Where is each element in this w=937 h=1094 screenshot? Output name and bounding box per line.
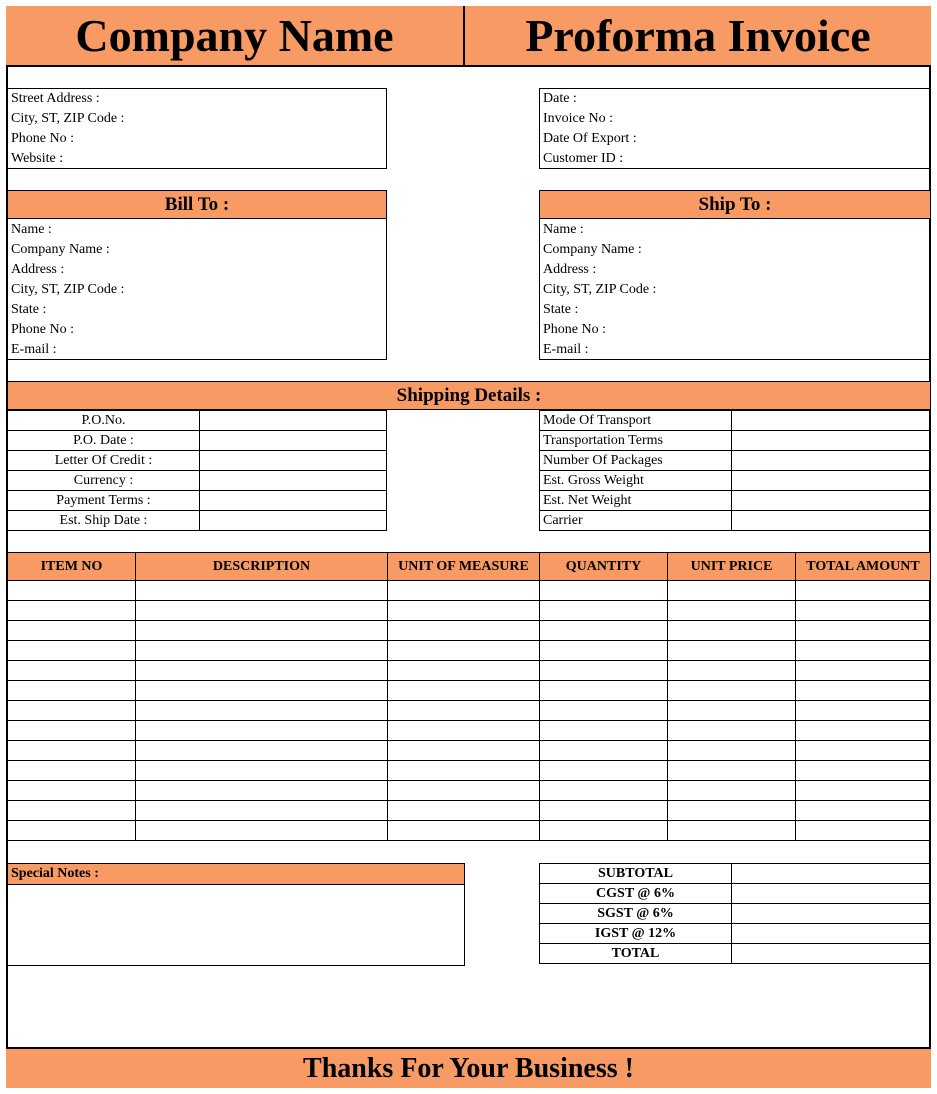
item-cell[interactable] [388, 661, 540, 681]
item-cell[interactable] [136, 821, 388, 841]
shipping-value[interactable] [200, 471, 387, 491]
company-name: Company Name [75, 10, 394, 61]
item-cell[interactable] [540, 581, 668, 601]
item-cell[interactable] [136, 701, 388, 721]
column-header-unit: UNIT OF MEASURE [388, 553, 540, 581]
item-cell[interactable] [136, 581, 388, 601]
item-cell[interactable] [8, 821, 136, 841]
shipping-left-table [7, 410, 387, 531]
item-cell[interactable] [668, 681, 796, 701]
ship-to-field: Name : [543, 222, 584, 237]
item-cell[interactable] [668, 581, 796, 601]
ship-to-field: Company Name : [543, 242, 642, 257]
sgst-label: SGST @ 6% [540, 904, 732, 924]
table-row [540, 864, 931, 884]
item-cell[interactable] [388, 741, 540, 761]
item-cell[interactable] [8, 601, 136, 621]
item-cell[interactable] [8, 621, 136, 641]
special-notes-label: Special Notes : [11, 866, 99, 881]
item-cell[interactable] [136, 761, 388, 781]
shipping-label: Payment Terms : [8, 491, 200, 511]
shipping-label: P.O. Date : [8, 431, 200, 451]
item-cell[interactable] [136, 661, 388, 681]
bill-to-field: Company Name : [11, 242, 110, 257]
table-row [8, 781, 931, 801]
item-cell[interactable] [8, 581, 136, 601]
item-cell[interactable] [796, 601, 931, 621]
bill-to-field: Name : [11, 222, 52, 237]
bill-to-field: City, ST, ZIP Code : [11, 282, 125, 297]
table-row [8, 801, 931, 821]
shipping-value[interactable] [732, 491, 931, 511]
sender-phone: Phone No : [11, 131, 74, 146]
item-cell[interactable] [388, 681, 540, 701]
items-header-row [8, 553, 931, 581]
item-cell[interactable] [136, 621, 388, 641]
shipping-value[interactable] [732, 511, 931, 531]
sender-website: Website : [11, 151, 64, 166]
igst-value[interactable] [732, 924, 931, 944]
invoice-title: Proforma Invoice [525, 10, 871, 61]
table-row [540, 471, 931, 491]
cgst-label: CGST @ 6% [540, 884, 732, 904]
column-header-quantity: QUANTITY [540, 553, 668, 581]
shipping-details-header [7, 381, 931, 410]
item-cell[interactable] [388, 641, 540, 661]
item-cell[interactable] [668, 781, 796, 801]
item-cell[interactable] [540, 801, 668, 821]
table-row [540, 924, 931, 944]
total-label: TOTAL [540, 944, 732, 964]
column-header-unit-price: UNIT PRICE [668, 553, 796, 581]
ship-to-field: E-mail : [543, 342, 589, 357]
bill-to-title: Bill To : [164, 193, 230, 215]
item-cell[interactable] [136, 681, 388, 701]
shipping-value[interactable] [732, 411, 931, 431]
item-cell[interactable] [136, 801, 388, 821]
item-cell[interactable] [540, 761, 668, 781]
item-cell[interactable] [668, 621, 796, 641]
item-cell[interactable] [136, 601, 388, 621]
sender-city: City, ST, ZIP Code : [11, 111, 125, 126]
invoice-export-date: Date Of Export : [543, 131, 637, 146]
shipping-value[interactable] [200, 511, 387, 531]
item-cell[interactable] [8, 701, 136, 721]
shipping-value[interactable] [732, 431, 931, 451]
shipping-label: P.O.No. [8, 411, 200, 431]
item-cell[interactable] [388, 761, 540, 781]
shipping-label: Est. Net Weight [540, 491, 732, 511]
item-cell[interactable] [388, 721, 540, 741]
item-cell[interactable] [796, 621, 931, 641]
item-cell[interactable] [388, 821, 540, 841]
item-cell[interactable] [668, 721, 796, 741]
table-row [8, 601, 931, 621]
ship-to-title: Ship To : [698, 193, 772, 215]
special-notes-area[interactable] [7, 885, 465, 966]
shipping-label: Est. Ship Date : [8, 511, 200, 531]
table-row [540, 411, 931, 431]
shipping-label: Est. Gross Weight [540, 471, 732, 491]
table-row [8, 451, 387, 471]
item-cell[interactable] [796, 661, 931, 681]
item-cell[interactable] [668, 761, 796, 781]
shipping-label: Number Of Packages [540, 451, 732, 471]
item-cell[interactable] [8, 641, 136, 661]
ship-to-field: State : [543, 302, 579, 317]
shipping-value[interactable] [200, 451, 387, 471]
footer-text: Thanks For Your Business ! [303, 1052, 634, 1084]
table-row [8, 681, 931, 701]
shipping-value[interactable] [200, 431, 387, 451]
item-cell[interactable] [8, 781, 136, 801]
item-cell[interactable] [668, 801, 796, 821]
shipping-label: Transportation Terms [540, 431, 732, 451]
item-cell[interactable] [796, 761, 931, 781]
item-cell[interactable] [8, 761, 136, 781]
item-cell[interactable] [388, 701, 540, 721]
shipping-value[interactable] [200, 411, 387, 431]
invoice-info-box [539, 88, 931, 169]
item-cell[interactable] [668, 641, 796, 661]
shipping-value[interactable] [732, 451, 931, 471]
item-cell[interactable] [668, 601, 796, 621]
invoice-date: Date : [543, 91, 577, 106]
item-cell[interactable] [668, 821, 796, 841]
item-cell[interactable] [388, 621, 540, 641]
table-row [540, 944, 931, 964]
sender-street: Street Address : [11, 91, 100, 106]
bill-to-field: State : [11, 302, 47, 317]
column-header-description: DESCRIPTION [136, 553, 388, 581]
item-cell[interactable] [540, 621, 668, 641]
item-cell[interactable] [540, 641, 668, 661]
ship-to-field: Phone No : [543, 322, 606, 337]
ship-to-header [539, 190, 931, 219]
table-row [8, 431, 387, 451]
table-row [540, 491, 931, 511]
item-cell[interactable] [796, 741, 931, 761]
shipping-right-table [539, 410, 931, 531]
invoice-number: Invoice No : [543, 111, 613, 126]
ship-to-field: City, ST, ZIP Code : [543, 282, 657, 297]
item-cell[interactable] [8, 681, 136, 701]
item-cell[interactable] [136, 781, 388, 801]
totals-table [539, 863, 931, 964]
ship-to-field: Address : [543, 262, 597, 277]
item-cell[interactable] [796, 721, 931, 741]
items-table [7, 552, 931, 841]
item-cell[interactable] [796, 821, 931, 841]
table-row [8, 491, 387, 511]
item-cell[interactable] [796, 681, 931, 701]
item-cell[interactable] [668, 741, 796, 761]
item-cell[interactable] [668, 701, 796, 721]
special-notes-header [7, 863, 465, 885]
table-row [540, 431, 931, 451]
table-row [8, 471, 387, 491]
item-cell[interactable] [540, 661, 668, 681]
footer-banner [6, 1047, 931, 1088]
company-name-header [6, 6, 465, 67]
item-cell[interactable] [388, 801, 540, 821]
table-row [8, 581, 931, 601]
igst-label: IGST @ 12% [540, 924, 732, 944]
item-cell[interactable] [796, 581, 931, 601]
item-cell[interactable] [388, 781, 540, 801]
item-cell[interactable] [388, 601, 540, 621]
item-cell[interactable] [540, 601, 668, 621]
table-row [8, 761, 931, 781]
table-row [8, 741, 931, 761]
sender-info-box [7, 88, 387, 169]
shipping-details-title: Shipping Details : [396, 384, 542, 406]
invoice-title-header [465, 6, 931, 67]
item-cell[interactable] [388, 581, 540, 601]
table-row [8, 661, 931, 681]
item-cell[interactable] [540, 681, 668, 701]
item-cell[interactable] [136, 641, 388, 661]
table-row [8, 821, 931, 841]
item-cell[interactable] [540, 721, 668, 741]
table-row [540, 511, 931, 531]
shipping-value[interactable] [732, 471, 931, 491]
item-cell[interactable] [540, 821, 668, 841]
item-cell[interactable] [8, 661, 136, 681]
table-row [8, 411, 387, 431]
table-row [540, 884, 931, 904]
invoice-customer-id: Customer ID : [543, 151, 624, 166]
cgst-value[interactable] [732, 884, 931, 904]
item-cell[interactable] [8, 721, 136, 741]
table-row [8, 511, 387, 531]
item-cell[interactable] [796, 781, 931, 801]
column-header-item-no: ITEM NO [8, 553, 136, 581]
shipping-label: Mode Of Transport [540, 411, 732, 431]
item-cell[interactable] [136, 721, 388, 741]
table-row [540, 904, 931, 924]
table-row [8, 721, 931, 741]
sgst-value[interactable] [732, 904, 931, 924]
shipping-label: Carrier [540, 511, 732, 531]
item-cell[interactable] [796, 641, 931, 661]
bill-to-field: Address : [11, 262, 65, 277]
subtotal-value[interactable] [732, 864, 931, 884]
bill-to-field: Phone No : [11, 322, 74, 337]
item-cell[interactable] [540, 741, 668, 761]
bill-to-field: E-mail : [11, 342, 57, 357]
shipping-label: Currency : [8, 471, 200, 491]
item-cell[interactable] [540, 781, 668, 801]
table-row [8, 701, 931, 721]
items-body [8, 581, 931, 841]
shipping-value[interactable] [200, 491, 387, 511]
bill-to-header [7, 190, 387, 219]
bill-to-box [7, 219, 387, 360]
total-value[interactable] [732, 944, 931, 964]
table-row [8, 641, 931, 661]
item-cell[interactable] [796, 801, 931, 821]
column-header-total-amount: TOTAL AMOUNT [796, 553, 931, 581]
item-cell[interactable] [8, 741, 136, 761]
item-cell[interactable] [796, 701, 931, 721]
shipping-label: Letter Of Credit : [8, 451, 200, 471]
item-cell[interactable] [8, 801, 136, 821]
subtotal-label: SUBTOTAL [540, 864, 732, 884]
item-cell[interactable] [540, 701, 668, 721]
item-cell[interactable] [136, 741, 388, 761]
ship-to-box [539, 219, 931, 360]
table-row [540, 451, 931, 471]
item-cell[interactable] [668, 661, 796, 681]
table-row [8, 621, 931, 641]
